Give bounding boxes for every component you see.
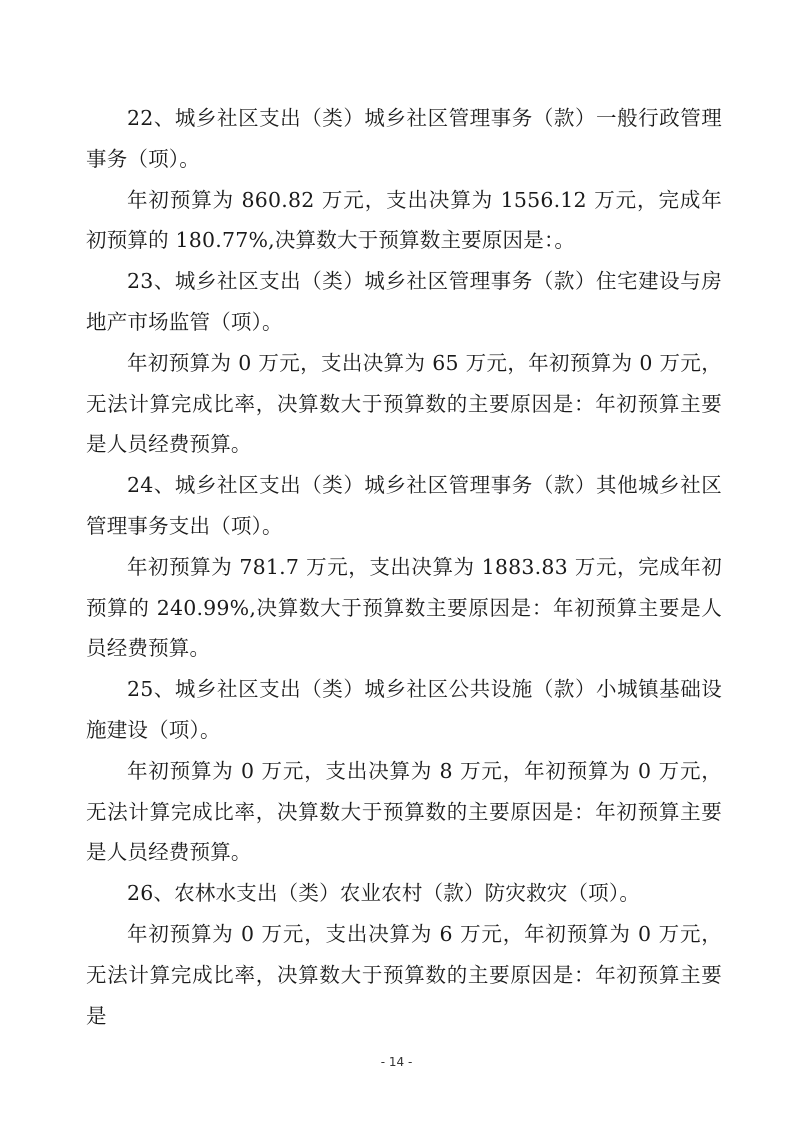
item-24-heading: 24、城乡社区支出（类）城乡社区管理事务（款）其他城乡社区管理事务支出（项）。 [86,473,722,538]
item-24-text: 年初预算为 781.7 万元，支出决算为 1883.83 万元，完成年初预算的 240.99%,决算数大于预算数主要原因是：年初预算主要是人员经费预算。 [86,554,722,661]
item-22-heading: 22、城乡社区支出（类）城乡社区管理事务（款）一般行政管理事务（项）。 [86,106,722,171]
document-body [86,98,722,1036]
item-22-text: 年初预算为 860.82 万元，支出决算为 1556.12 万元，完成年初预算的 180.77%,决算数大于预算数主要原因是：。 [86,187,722,253]
item-26-heading: 26、农林水支出（类）农业农村（款）防灾救灾（项）。 [127,881,641,906]
item-26-text: 年初预算为 0 万元，支出决算为 6 万元，年初预算为 0 万元，无法计算完成比率，决算数大于预算数的主要原因是：年初预算主要是 [86,921,722,1028]
page-number: - 14 - [380,1055,413,1069]
item-23-text: 年初预算为 0 万元，支出决算为 65 万元，年初预算为 0 万元，无法计算完成比率，决算数大于预算数的主要原因是：年初预算主要是人员经费预算。 [86,350,722,457]
item-25-text: 年初预算为 0 万元，支出决算为 8 万元，年初预算为 0 万元，无法计算完成比率，决算数大于预算数的主要原因是：年初预算主要是人员经费预算。 [86,758,722,865]
item-25-heading: 25、城乡社区支出（类）城乡社区公共设施（款）小城镇基础设施建设（项）。 [86,677,722,742]
item-23-heading: 23、城乡社区支出（类）城乡社区管理事务（款）住宅建设与房地产市场监管（项）。 [86,269,722,334]
